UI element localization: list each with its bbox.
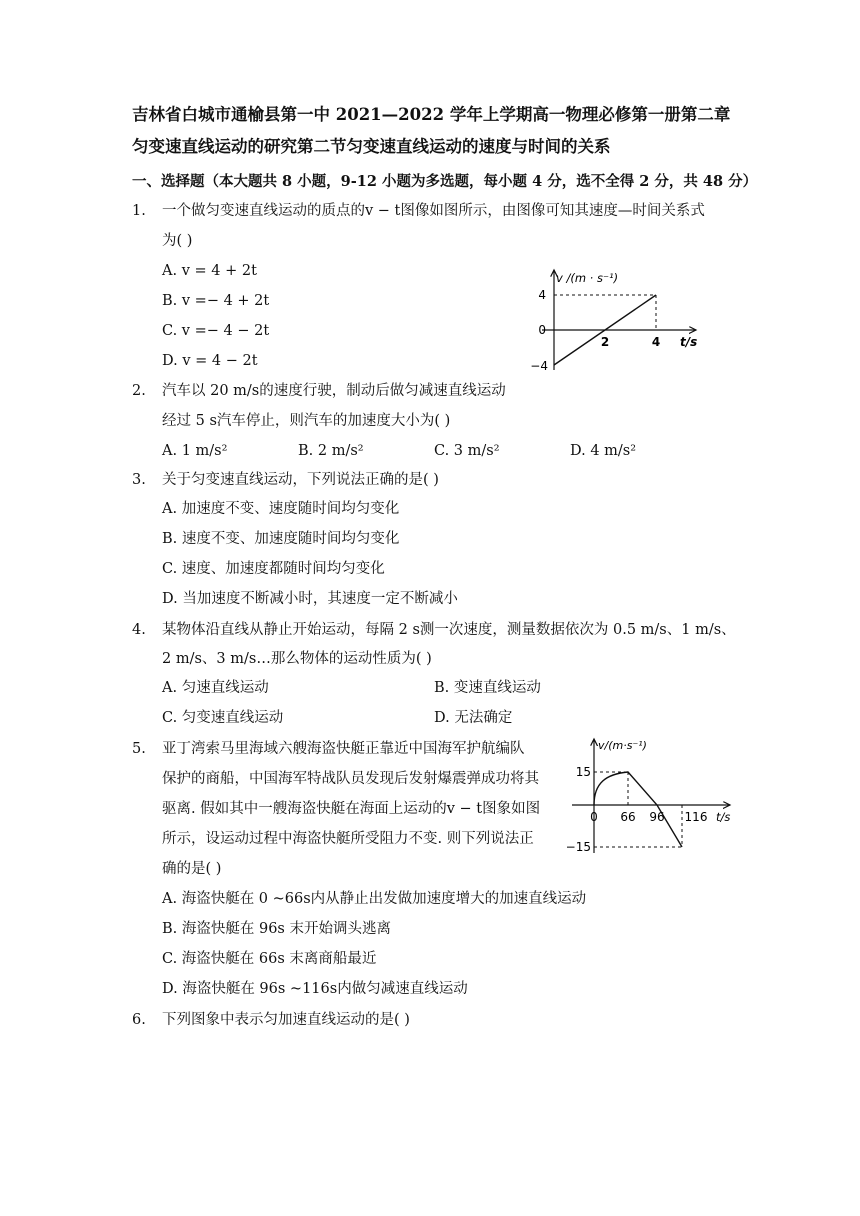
question-3-option-d: D. 当加速度不断减小时，其速度一定不断减小 (162, 591, 458, 607)
question-2-option-a: A. 1 m/s² (162, 443, 228, 459)
question-5-option-d: D. 海盗快艇在 96s ~116s内做匀减速直线运动 (162, 981, 468, 997)
x-axis-label: t/s (680, 335, 698, 349)
tick-y-0: 0 (590, 810, 598, 824)
question-1-vt-graph (520, 262, 710, 380)
question-4-stem-line-2: 2 m/s、3 m/s…那么物体的运动性质为( ) (162, 651, 432, 667)
tick-y-4: 4 (538, 288, 546, 302)
x-axis-label: t/s (716, 810, 731, 824)
question-6-number: 6. (132, 1012, 146, 1028)
question-3-stem: 关于匀变速直线运动，下列说法正确的是( ) (162, 472, 439, 488)
question-1-option-b: B. v =− 4 + 2t (162, 293, 270, 309)
question-4-option-a: A. 匀速直线运动 (162, 680, 269, 696)
page-title-line-1: 吉林省白城市通榆县第一中 2021—2022 学年上学期高一物理必修第一册第二章 (132, 105, 731, 124)
question-2-option-d: D. 4 m/s² (570, 443, 637, 459)
question-1-stem-line-1: 一个做匀变速直线运动的质点的v − t图像如图所示，由图像可知其速度—时间关系式 (162, 203, 705, 219)
question-5-number: 5. (132, 741, 146, 757)
question-5-stem-line-1: 亚丁湾索马里海域六艘海盗快艇正靠近中国海军护航编队 (162, 741, 525, 757)
y-axis-label: v /(m · s⁻¹) (556, 271, 619, 285)
section-heading: 一、选择题（本大题共 8 小题，9-12 小题为多选题，每小题 4 分，选不全得 2 分，共 48 分） (132, 173, 758, 190)
question-4-option-b: B. 变速直线运动 (434, 680, 541, 696)
question-1-option-c: C. v =− 4 − 2t (162, 323, 270, 339)
question-2-option-b: B. 2 m/s² (298, 443, 364, 459)
question-5-stem-line-2: 保护的商船，中国海军特战队员发现后发射爆震弹成功将其 (162, 771, 539, 787)
question-2-stem-line-1: 汽车以 20 m/s的速度行驶，制动后做匀减速直线运动 (162, 383, 506, 399)
tick-x-4: 4 (651, 335, 661, 349)
question-5-option-a: A. 海盗快艇在 0 ~66s内从静止出发做加速度增大的加速直线运动 (162, 891, 587, 907)
tick-y-0: 0 (538, 323, 546, 337)
question-5-option-c: C. 海盗快艇在 66s 末离商船最近 (162, 951, 377, 967)
question-1-number: 1. (132, 203, 146, 219)
tick-x-66: 66 (620, 810, 636, 824)
question-1-option-a: A. v = 4 + 2t (162, 263, 257, 279)
question-4-option-c: C. 匀变速直线运动 (162, 710, 284, 726)
question-5-stem-line-4: 所示，设运动过程中海盗快艇所受阻力不变. 则下列说法正 (162, 831, 534, 847)
question-3-option-b: B. 速度不变、加速度随时间均匀变化 (162, 531, 400, 547)
question-4-option-d: D. 无法确定 (434, 710, 513, 726)
question-1-stem-line-2: 为( ) (162, 233, 193, 249)
tick-x-96: 96 (649, 810, 665, 824)
velocity-curve (594, 772, 682, 847)
question-2-number: 2. (132, 383, 146, 399)
tick-y-minus-4: −4 (530, 359, 548, 373)
question-6-stem: 下列图象中表示匀加速直线运动的是( ) (162, 1012, 410, 1028)
question-5-stem-line-5: 确的是( ) (162, 861, 222, 877)
question-2-option-c: C. 3 m/s² (434, 443, 500, 459)
tick-x-116: 116 (684, 810, 708, 824)
question-3-number: 3. (132, 472, 146, 488)
question-4-stem-line-1: 某物体沿直线从静止开始运动，每隔 2 s测一次速度，测量数据依次为 0.5 m/s、1 m/s、 (162, 622, 736, 638)
question-5-stem-line-3: 驱离. 假如其中一艘海盗快艇在海面上运动的v − t图象如图 (162, 801, 541, 817)
question-3-option-c: C. 速度、加速度都随时间均匀变化 (162, 561, 385, 577)
question-3-option-a: A. 加速度不变、速度随时间均匀变化 (162, 501, 400, 517)
y-axis-label: v/(m·s⁻¹) (598, 739, 647, 752)
question-1-option-d: D. v = 4 − 2t (162, 353, 258, 369)
question-5-option-b: B. 海盗快艇在 96s 末开始调头逃离 (162, 921, 391, 937)
tick-y-minus-15: −15 (565, 840, 591, 854)
tick-y-15: 15 (575, 765, 591, 779)
question-2-stem-line-2: 经过 5 s汽车停止，则汽车的加速度大小为( ) (162, 413, 451, 429)
question-4-number: 4. (132, 622, 146, 638)
page-title-line-2: 匀变速直线运动的研究第二节匀变速直线运动的速度与时间的关系 (132, 137, 611, 156)
question-5-vt-graph (565, 733, 740, 857)
tick-x-2: 2 (600, 335, 610, 349)
